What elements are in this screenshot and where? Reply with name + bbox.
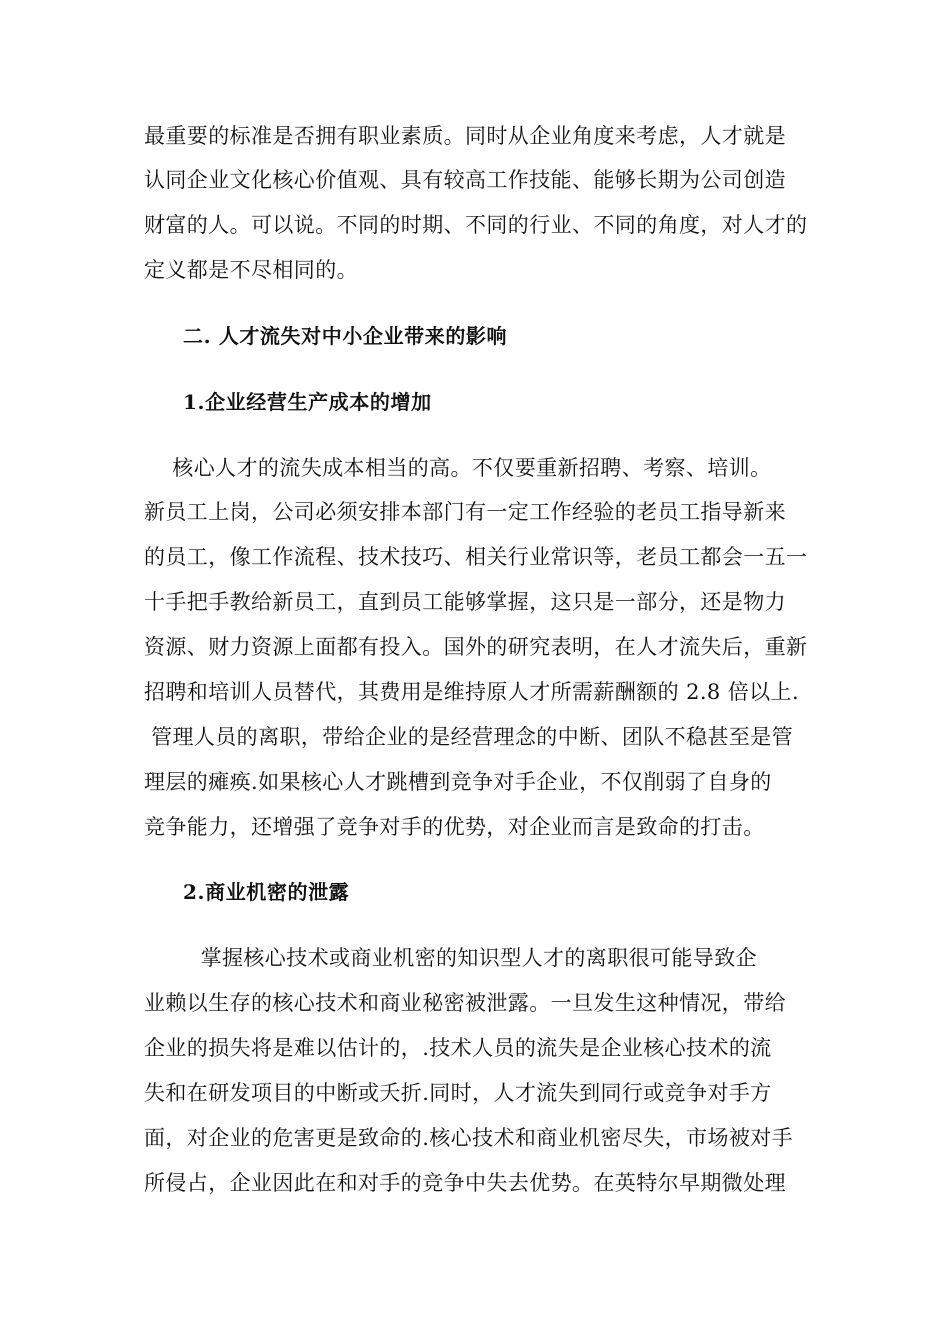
subsection-1-line-1: 核心人才的流失成本相当的高。不仅要重新招聘、考察、培训。	[144, 456, 772, 480]
subsection-1-line-7: 管理人员的离职，带给企业的是经营理念的中断、团队不稳甚至是管	[144, 725, 794, 749]
subsection-1-line-9: 竞争能力，还增强了竞争对手的优势，对企业而言是致命的打击。	[144, 815, 765, 839]
intro-line-4: 定义都是不尽相同的。	[144, 258, 358, 282]
subsection-1-line-5: 资源、财力资源上面都有投入。国外的研究表明，在人才流失后，重新	[144, 635, 808, 659]
subsection-2-line-5: 面，对企业的危害更是致命的.核心技术和商业机密尽失，市场被对手	[144, 1126, 794, 1150]
subsection-2-heading: 2.商业机密的泄露	[183, 880, 350, 904]
subsection-2-line-3: 企业的损失将是难以估计的，.技术人员的流失是企业核心技术的流	[144, 1036, 772, 1060]
subsection-1-line-4: 十手把手教给新员工，直到员工能够掌握，这只是一部分，还是物力	[144, 590, 786, 614]
subsection-1-line-2: 新员工上岗，公司必须安排本部门有一定工作经验的老员工指导新来	[144, 500, 786, 524]
subsection-1-line-3: 的员工，像工作流程、技术技巧、相关行业常识等，老员工都会一五一	[144, 545, 808, 569]
subsection-1-line-8: 理层的瘫痪.如果核心人才跳槽到竞争对手企业，不仅削弱了自身的	[144, 770, 772, 794]
intro-line-1: 最重要的标准是否拥有职业素质。同时从企业角度来考虑，人才就是	[144, 124, 786, 148]
subsection-2-line-4: 失和在研发项目的中断或夭折.同时，人才流失到同行或竞争对手方	[144, 1081, 772, 1105]
section-heading: 二. 人才流失对中小企业带来的影响	[183, 324, 508, 348]
subsection-2-line-1: 掌握核心技术或商业机密的知识型人才的离职很可能导致企	[144, 946, 757, 970]
subsection-2-line-2: 业赖以生存的核心技术和商业秘密被泄露。一旦发生这种情况，带给	[144, 991, 786, 1015]
intro-line-3: 财富的人。可以说。不同的时期、不同的行业、不同的角度，对人才的	[144, 213, 808, 237]
subsection-2-line-6: 所侵占，企业因此在和对手的竞争中失去优势。在英特尔早期微处理	[144, 1171, 786, 1195]
intro-line-2: 认同企业文化核心价值观、具有较高工作技能、能够长期为公司创造	[144, 168, 786, 192]
subsection-1-heading: 1.企业经营生产成本的增加	[183, 390, 432, 414]
subsection-1-line-6: 招聘和培训人员替代，其费用是维持原人才所需薪酬额的 2.8 倍以上.	[144, 680, 800, 704]
